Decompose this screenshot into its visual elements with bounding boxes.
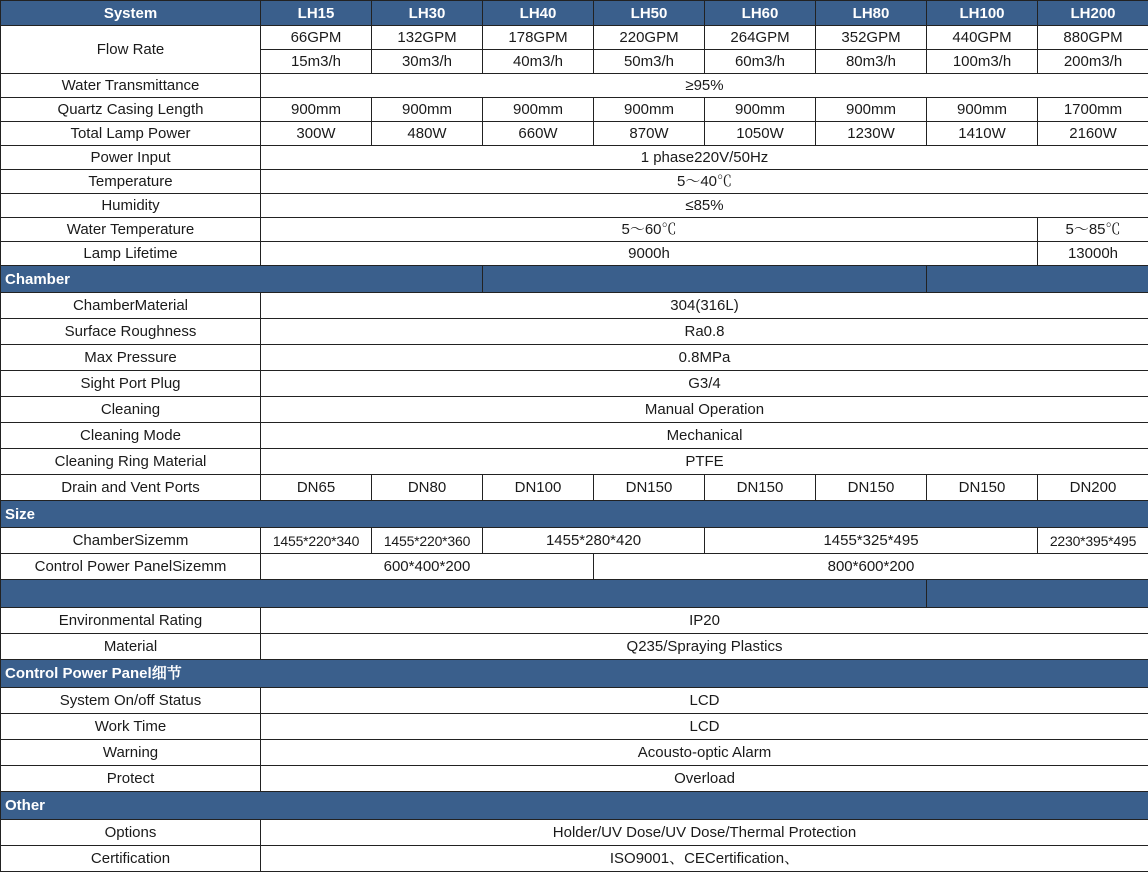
- cell: 15m3/h: [261, 50, 372, 74]
- cell: G3/4: [261, 371, 1148, 397]
- section-title: Other: [1, 792, 1148, 820]
- cell: 30m3/h: [372, 50, 483, 74]
- cell: 880GPM: [1038, 26, 1148, 50]
- section-title: Control Power Panel细节: [1, 660, 1148, 688]
- row-label: Protect: [1, 766, 261, 792]
- header-model: LH30: [372, 1, 483, 26]
- table-row: [1, 371, 1148, 397]
- cell: 132GPM: [372, 26, 483, 50]
- table-row: [1, 528, 1148, 554]
- section-title: Chamber: [1, 266, 483, 293]
- row-label: Power Input: [1, 146, 261, 170]
- table-row: [1, 170, 1148, 194]
- cell: 304(316L): [261, 293, 1148, 319]
- row-label: Flow Rate: [1, 26, 261, 74]
- cell: 2160W: [1038, 122, 1148, 146]
- cell: 1050W: [705, 122, 816, 146]
- cell: 900mm: [372, 98, 483, 122]
- row-label: Work Time: [1, 714, 261, 740]
- cell: 1410W: [927, 122, 1038, 146]
- cell: Ra0.8: [261, 319, 1148, 345]
- row-label: Cleaning Mode: [1, 423, 261, 449]
- cell: IP20: [261, 608, 1148, 634]
- table-row: [1, 345, 1148, 371]
- table-row: [1, 740, 1148, 766]
- cell: 1455*220*360: [372, 528, 483, 554]
- cell: ≤85%: [261, 194, 1148, 218]
- cell: 900mm: [594, 98, 705, 122]
- cell: 5～60℃: [261, 218, 1038, 242]
- cell: DN200: [1038, 475, 1148, 501]
- cell: 50m3/h: [594, 50, 705, 74]
- cell: DN100: [483, 475, 594, 501]
- cell: 60m3/h: [705, 50, 816, 74]
- cell: Manual Operation: [261, 397, 1148, 423]
- cell: DN65: [261, 475, 372, 501]
- header-model: LH100: [927, 1, 1038, 26]
- cell: 1230W: [816, 122, 927, 146]
- cell: 440GPM: [927, 26, 1038, 50]
- cell: 40m3/h: [483, 50, 594, 74]
- cell: LCD: [261, 688, 1148, 714]
- row-label: ChamberMaterial: [1, 293, 261, 319]
- table-row: [1, 397, 1148, 423]
- table-row: [1, 74, 1148, 98]
- cell: 660W: [483, 122, 594, 146]
- cell: 220GPM: [594, 26, 705, 50]
- row-label: Control Power PanelSizemm: [1, 554, 261, 580]
- header-model: LH50: [594, 1, 705, 26]
- section-blank: [483, 266, 927, 293]
- table-row: [1, 293, 1148, 319]
- header-row: [1, 1, 1148, 26]
- cell: Holder/UV Dose/UV Dose/Thermal Protection: [261, 820, 1148, 846]
- header-system: System: [1, 1, 261, 26]
- table-row: [1, 820, 1148, 846]
- cell: DN150: [705, 475, 816, 501]
- table-row: [1, 98, 1148, 122]
- cell: 900mm: [927, 98, 1038, 122]
- row-label: System On/off Status: [1, 688, 261, 714]
- table-row: [1, 554, 1148, 580]
- cell: DN150: [927, 475, 1038, 501]
- table-row: [1, 608, 1148, 634]
- section-blank: [927, 266, 1148, 293]
- table-row: [1, 146, 1148, 170]
- row-label: Humidity: [1, 194, 261, 218]
- cell: 80m3/h: [816, 50, 927, 74]
- cell: 5～40℃: [261, 170, 1148, 194]
- cell: 600*400*200: [261, 554, 594, 580]
- row-label: Total Lamp Power: [1, 122, 261, 146]
- table-row: [1, 766, 1148, 792]
- section-header-other: [1, 792, 1148, 820]
- cell: 66GPM: [261, 26, 372, 50]
- header-model: LH80: [816, 1, 927, 26]
- table-row: [1, 194, 1148, 218]
- section-header-control-panel: [1, 660, 1148, 688]
- cell: 1 phase220V/50Hz: [261, 146, 1148, 170]
- table-row: [1, 449, 1148, 475]
- cell: 264GPM: [705, 26, 816, 50]
- table-row: [1, 218, 1148, 242]
- cell: Overload: [261, 766, 1148, 792]
- cell: 5～85℃: [1038, 218, 1148, 242]
- section-header-size: [1, 501, 1148, 528]
- cell: 178GPM: [483, 26, 594, 50]
- cell: Mechanical: [261, 423, 1148, 449]
- cell: DN150: [594, 475, 705, 501]
- cell: 300W: [261, 122, 372, 146]
- table-row: [1, 319, 1148, 345]
- section-title: Size: [1, 501, 1148, 528]
- row-label: Environmental Rating: [1, 608, 261, 634]
- row-label: Surface Roughness: [1, 319, 261, 345]
- row-label: Cleaning: [1, 397, 261, 423]
- section-blank: [927, 580, 1148, 608]
- row-label: Water Transmittance: [1, 74, 261, 98]
- cell: PTFE: [261, 449, 1148, 475]
- row-label: Sight Port Plug: [1, 371, 261, 397]
- cell: LCD: [261, 714, 1148, 740]
- table-row: [1, 26, 1148, 50]
- cell: 100m3/h: [927, 50, 1038, 74]
- table-row: [1, 242, 1148, 266]
- cell: 1455*280*420: [483, 528, 705, 554]
- table-row: [1, 688, 1148, 714]
- cell: 480W: [372, 122, 483, 146]
- row-label: Temperature: [1, 170, 261, 194]
- cell: 0.8MPa: [261, 345, 1148, 371]
- cell: 900mm: [261, 98, 372, 122]
- cell: 870W: [594, 122, 705, 146]
- header-model: LH60: [705, 1, 816, 26]
- section-header-blank: [1, 580, 1148, 608]
- cell: 352GPM: [816, 26, 927, 50]
- cell: 9000h: [261, 242, 1038, 266]
- table-row: [1, 714, 1148, 740]
- cell: 800*600*200: [594, 554, 1148, 580]
- cell: ISO9001、CECertification、: [261, 846, 1148, 872]
- row-label: Material: [1, 634, 261, 660]
- cell: 900mm: [705, 98, 816, 122]
- cell: 2230*395*495: [1038, 528, 1148, 554]
- cell: 1700mm: [1038, 98, 1148, 122]
- header-model: LH15: [261, 1, 372, 26]
- section-blank: [1, 580, 927, 608]
- cell: 13000h: [1038, 242, 1148, 266]
- cell: Q235/Spraying Plastics: [261, 634, 1148, 660]
- row-label: Certification: [1, 846, 261, 872]
- cell: DN80: [372, 475, 483, 501]
- cell: Acousto-optic Alarm: [261, 740, 1148, 766]
- header-model: LH40: [483, 1, 594, 26]
- row-label: Warning: [1, 740, 261, 766]
- header-model: LH200: [1038, 1, 1148, 26]
- section-header-chamber: [1, 266, 1148, 293]
- cell: 200m3/h: [1038, 50, 1148, 74]
- table-row: [1, 122, 1148, 146]
- table-row: [1, 423, 1148, 449]
- row-label: Options: [1, 820, 261, 846]
- table-row: [1, 846, 1148, 872]
- cell: DN150: [816, 475, 927, 501]
- row-label: Water Temperature: [1, 218, 261, 242]
- cell: 1455*325*495: [705, 528, 1038, 554]
- cell: 1455*220*340: [261, 528, 372, 554]
- row-label: Max Pressure: [1, 345, 261, 371]
- row-label: Cleaning Ring Material: [1, 449, 261, 475]
- table-row: [1, 475, 1148, 501]
- cell: 900mm: [483, 98, 594, 122]
- cell: 900mm: [816, 98, 927, 122]
- row-label: ChamberSizemm: [1, 528, 261, 554]
- row-label: Drain and Vent Ports: [1, 475, 261, 501]
- table-row: [1, 634, 1148, 660]
- row-label: Quartz Casing Length: [1, 98, 261, 122]
- cell: ≥95%: [261, 74, 1148, 98]
- row-label: Lamp Lifetime: [1, 242, 261, 266]
